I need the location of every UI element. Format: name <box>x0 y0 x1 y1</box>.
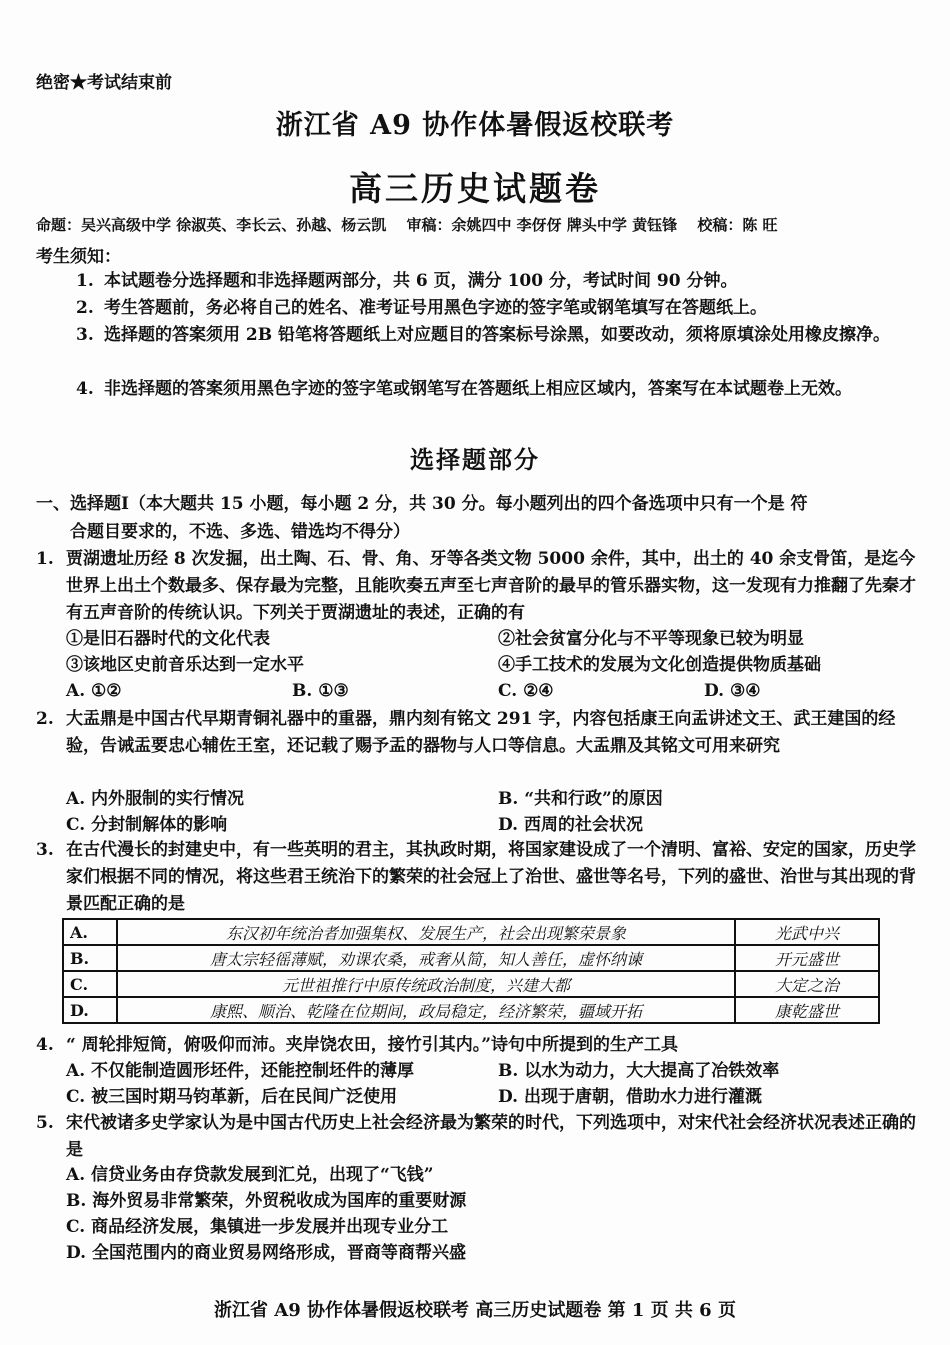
row-label: D. <box>63 997 117 1023</box>
question-number: 4. <box>36 1035 54 1055</box>
question-3 <box>36 837 916 918</box>
notice-item-text: 非选择题的答案须用黑色字迹的签字笔或钢笔写在答题纸上相应区域内，答案写在本试题卷上无效。 <box>104 379 852 399</box>
question-stem: 宋代被诸多史学家认为是中国古代历史上社会经济最为繁荣的时代，下列选项中，对宋代社会经济状况表述正确的是 <box>66 1113 916 1160</box>
row-period: 康乾盛世 <box>735 997 879 1023</box>
row-description: 东汉初年统治者加强集权、发展生产，社会出现繁荣景象 <box>117 919 735 945</box>
part-one-heading-cont: 合题目要求的，不选、多选、错选均不得分） <box>70 522 410 542</box>
q5-option-b: B. 海外贸易非常繁荣，外贸税收成为国库的重要财源 <box>66 1191 467 1211</box>
question-4 <box>36 1032 916 1059</box>
table-row <box>63 919 879 945</box>
row-period: 大定之治 <box>735 971 879 997</box>
question-number: 3. <box>36 840 54 860</box>
notice-item-text: 考生答题前，务必将自己的姓名、准考证号用黑色字迹的签字笔或钢笔填写在答题纸上。 <box>104 298 767 318</box>
author-credits: 命题：吴兴高级中学 徐淑英、李长云、孙越、杨云凯 审稿：余姚四中 李伢伢 牌头中学 黄钰锋 校稿：陈 旺 <box>36 216 778 234</box>
q5-option-d: D. 全国范围内的商业贸易网络形成，晋商等商帮兴盛 <box>66 1243 466 1263</box>
q2-option-b: B. “共和行政”的原因 <box>498 789 663 809</box>
q2-option-d: D. 西周的社会状况 <box>498 815 643 835</box>
q1-option-b: B. ①③ <box>292 681 349 701</box>
question-stem: 贾湖遗址历经 8 次发掘，出土陶、石、骨、角、牙等各类文物 5000 余件，其中，出土的 40 余支骨笛，是迄今世界上出土个数最多、保存最为完整，且能吹奏五声至七声音阶的最早的管乐器实物，这一发现有力推翻了先秦才有五声音阶的传统认识。下列关于贾湖遗址的表述，正确的有 <box>66 549 916 623</box>
table-row <box>63 971 879 997</box>
page-footer: 浙江省 A9 协作体暑假返校联考 高三历史试题卷 第 1 页 共 6 页 <box>214 1300 736 1321</box>
row-description: 康熙、顺治、乾隆在位期间，政局稳定，经济繁荣，疆域开拓 <box>117 997 735 1023</box>
q1-statement-4: ④手工技术的发展为文化创造提供物质基础 <box>498 655 821 675</box>
q4-option-b: B. 以水为动力，大大提高了冶铁效率 <box>498 1061 780 1081</box>
q5-option-c: C. 商品经济发展，集镇进一步发展并出现专业分工 <box>66 1217 449 1237</box>
notice-title: 考生须知： <box>36 247 121 267</box>
question-number: 5. <box>36 1113 54 1133</box>
q1-option-a: A. ①② <box>66 681 122 701</box>
question-stem: “ 周轮排短筒，俯吸仰而沛。夹岸饶农田，接竹引其内。”诗句中所提到的生产工具 <box>66 1035 678 1055</box>
row-period: 光武中兴 <box>735 919 879 945</box>
notice-item-1 <box>76 268 914 295</box>
notice-item-number: 4. <box>76 379 94 399</box>
q3-options-table <box>62 918 880 1024</box>
question-number: 2. <box>36 709 54 729</box>
question-number: 1. <box>36 549 54 569</box>
row-label: C. <box>63 971 117 997</box>
row-label: A. <box>63 919 117 945</box>
section-title: 选择题部分 <box>410 445 540 474</box>
notice-item-3 <box>76 322 914 349</box>
paper-title: 高三历史试题卷 <box>349 169 601 208</box>
notice-item-number: 1. <box>76 271 94 291</box>
question-1 <box>36 546 916 627</box>
q4-option-d: D. 出现于唐朝，借助水力进行灌溉 <box>498 1087 762 1107</box>
confidential-mark: 绝密★考试结束前 <box>36 73 172 93</box>
q1-statement-2: ②社会贫富分化与不平等现象已较为明显 <box>498 629 804 649</box>
notice-item-text: 本试题卷分选择题和非选择题两部分，共 6 页，满分 100 分，考试时间 90 分钟。 <box>104 271 738 291</box>
notice-item-4 <box>76 376 914 403</box>
row-label: B. <box>63 945 117 971</box>
notice-item-2 <box>76 295 914 322</box>
part-one-heading-line: 一、选择题Ⅰ（本大题共 15 小题，每小题 2 分，共 30 分。每小题列出的四个备选项中只有一个是 符 <box>36 494 808 514</box>
q2-option-a: A. 内外服制的实行情况 <box>66 789 245 809</box>
q4-option-c: C. 被三国时期马钧革新，后在民间广泛使用 <box>66 1087 398 1107</box>
q1-statement-3: ③该地区史前音乐达到一定水平 <box>66 655 304 675</box>
row-description: 元世祖推行中原传统政治制度，兴建大都 <box>117 971 735 997</box>
question-2 <box>36 706 916 760</box>
question-stem: 在古代漫长的封建史中，有一些英明的君主，其执政时期，将国家建设成了一个清明、富裕、安定的国家，历史学家们根据不同的情况，将这些君王统治下的繁荣的社会冠上了治世、盛世等名号，下列的盛世、治世与其出现的背景匹配正确的是 <box>66 840 916 914</box>
notice-item-text: 选择题的答案须用 2B 铅笔将答题纸上对应题目的答案标号涂黑，如要改动，须将原填涂处用橡皮擦净。 <box>104 325 891 345</box>
row-period: 开元盛世 <box>735 945 879 971</box>
row-description: 唐太宗轻徭薄赋，劝课农桑，戒奢从简，知人善任，虚怀纳谏 <box>117 945 735 971</box>
question-stem: 大盂鼎是中国古代早期青铜礼器中的重器，鼎内刻有铭文 291 字，内容包括康王向盂讲述文王、武王建国的经验，告诫盂要忠心辅佐王室，还记载了赐予盂的器物与人口等信息。大盂鼎及其铭文可用来研究 <box>66 709 896 756</box>
part-one-heading <box>36 490 916 546</box>
table-row <box>63 945 879 971</box>
notice-item-number: 3. <box>76 325 94 345</box>
exam-name: 浙江省 A9 协作体暑假返校联考 <box>275 110 675 141</box>
q5-option-a: A. 信贷业务由存贷款发展到汇兑，出现了“飞钱” <box>66 1165 434 1185</box>
notice-item-number: 2. <box>76 298 94 318</box>
q4-option-a: A. 不仅能制造圆形坯件，还能控制坯件的薄厚 <box>66 1061 415 1081</box>
question-5 <box>36 1110 916 1164</box>
q1-option-c: C. ②④ <box>498 681 554 701</box>
table-row <box>63 997 879 1023</box>
q1-option-d: D. ③④ <box>704 681 761 701</box>
q1-statement-1: ①是旧石器时代的文化代表 <box>66 629 270 649</box>
q2-option-c: C. 分封制解体的影响 <box>66 815 228 835</box>
